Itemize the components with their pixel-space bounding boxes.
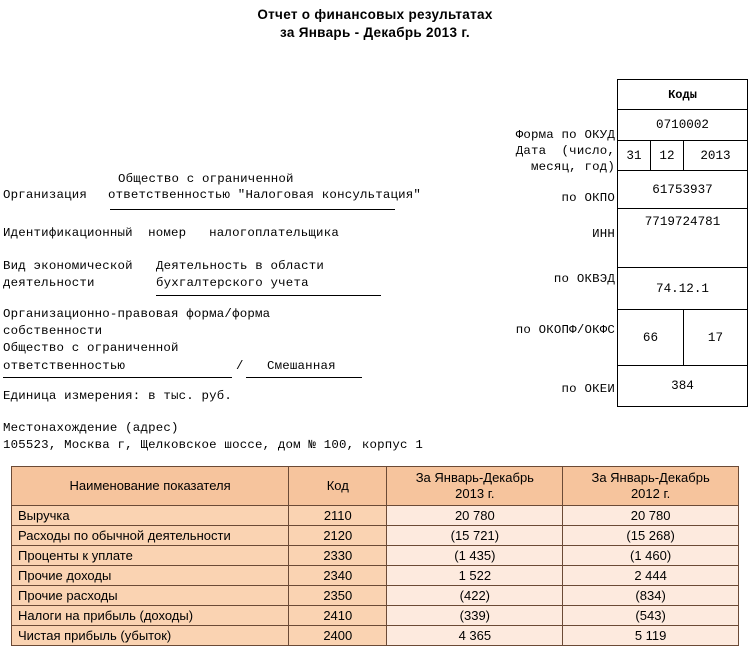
okei-label: по ОКЕИ [561, 382, 615, 396]
codes-row-inn [618, 209, 748, 268]
row-value-2012: (1 460) [563, 546, 739, 566]
okei-value: 384 [618, 366, 748, 407]
table-header-row [12, 467, 739, 506]
activity-underline [156, 295, 381, 296]
column-header-2012-line1: За Январь-Декабрь [591, 470, 710, 485]
row-value-2013: 4 365 [387, 626, 563, 646]
document-title-line2: за Январь - Декабрь 2013 г. [280, 25, 470, 40]
codes-row-okei [618, 366, 748, 407]
row-code: 2350 [289, 586, 387, 606]
row-code: 2330 [289, 546, 387, 566]
table-row [12, 586, 739, 606]
codes-table-header: Коды [618, 80, 748, 110]
document-title-line1: Отчет о финансовых результатах [257, 7, 493, 22]
codes-row-okud [618, 110, 748, 141]
column-header-code-label: Код [326, 478, 349, 493]
legal-form-label-line2: собственности [3, 324, 103, 338]
codes-row-okopf [618, 310, 748, 366]
activity-label-line1: Вид экономической [3, 259, 133, 273]
date-day: 31 [618, 141, 651, 171]
column-header-indicator [12, 467, 289, 506]
row-value-2013: (422) [387, 586, 563, 606]
column-header-2013-line2: 2013 г. [455, 486, 495, 501]
location-value: 105523, Москва г, Щелковское шоссе, дом № 100, корпус 1 [3, 438, 423, 452]
column-header-2013 [387, 467, 563, 506]
codes-row-okpo [618, 171, 748, 209]
okved-value: 74.12.1 [618, 268, 748, 310]
row-indicator-name: Проценты к уплате [12, 546, 289, 566]
activity-label-line2: деятельности [3, 276, 95, 290]
okud-label: Форма по ОКУД [515, 128, 615, 142]
row-value-2012: 20 780 [563, 506, 739, 526]
table-row [12, 606, 739, 626]
row-indicator-name: Прочие доходы [12, 566, 289, 586]
date-year: 2013 [683, 141, 747, 171]
row-indicator-name: Выручка [12, 506, 289, 526]
okpo-value: 61753937 [618, 171, 748, 209]
table-row [12, 526, 739, 546]
row-value-2013: (1 435) [387, 546, 563, 566]
row-indicator-name: Чистая прибыль (убыток) [12, 626, 289, 646]
unit-of-measure: Единица измерения: в тыс. руб. [3, 389, 233, 403]
row-value-2012: 5 119 [563, 626, 739, 646]
table-body [12, 506, 739, 646]
financial-results-table [11, 466, 739, 646]
row-value-2012: 2 444 [563, 566, 739, 586]
table-row [12, 566, 739, 586]
okved-label: по ОКВЭД [553, 272, 615, 286]
okopf-value: 66 [618, 310, 684, 366]
table-row [12, 546, 739, 566]
row-code: 2410 [289, 606, 387, 626]
legal-form-underline [3, 377, 232, 378]
inn-value: 7719724781 [618, 209, 748, 268]
okopf-okfs-label: по ОКОПФ/ОКФС [515, 323, 615, 337]
inn-code-label: ИНН [592, 227, 615, 241]
legal-form-value-line2: ответственностью [3, 359, 126, 373]
organization-value-line2: ответственностью "Налоговая консультация" [108, 188, 422, 202]
table-row [12, 626, 739, 646]
table-row [12, 506, 739, 526]
okud-value: 0710002 [618, 110, 748, 141]
okpo-label: по ОКПО [561, 191, 615, 205]
row-value-2013: (339) [387, 606, 563, 626]
legal-form-separator: / [236, 359, 244, 373]
legal-form-label-line1: Организационно-правовая форма/форма [3, 307, 271, 321]
row-value-2013: (15 721) [387, 526, 563, 546]
row-indicator-name: Прочие расходы [12, 586, 289, 606]
organization-underline [110, 209, 395, 210]
row-value-2013: 20 780 [387, 506, 563, 526]
okfs-value: 17 [683, 310, 747, 366]
column-header-code [289, 467, 387, 506]
row-code: 2400 [289, 626, 387, 646]
codes-row-date [618, 141, 748, 171]
inn-label: Идентификационный номер налогоплательщика [3, 226, 339, 240]
document-title [0, 6, 750, 42]
date-label: Дата (число, месяц, год) [515, 144, 615, 174]
row-indicator-name: Налоги на прибыль (доходы) [12, 606, 289, 626]
row-code: 2340 [289, 566, 387, 586]
activity-value-line2: бухгалтерского учета [156, 276, 309, 290]
ownership-underline [246, 377, 362, 378]
column-header-indicator-label: Наименование показателя [69, 478, 231, 493]
codes-row-okved [618, 268, 748, 310]
column-header-2012-line2: 2012 г. [630, 486, 671, 501]
row-value-2012: (15 268) [563, 526, 739, 546]
row-code: 2110 [289, 506, 387, 526]
location-label: Местонахождение (адрес) [3, 421, 179, 435]
row-value-2012: (834) [563, 586, 739, 606]
row-value-2013: 1 522 [387, 566, 563, 586]
ownership-value: Смешанная [267, 359, 336, 373]
organization-value-line1: Общество с ограниченной [118, 172, 294, 186]
date-month: 12 [650, 141, 683, 171]
column-header-2013-line1: За Январь-Декабрь [415, 470, 534, 485]
organization-label: Организация [3, 188, 87, 202]
row-code: 2120 [289, 526, 387, 546]
row-indicator-name: Расходы по обычной деятельности [12, 526, 289, 546]
activity-value-line1: Деятельность в области [156, 259, 324, 273]
column-header-2012 [563, 467, 739, 506]
codes-table [617, 79, 748, 407]
row-value-2012: (543) [563, 606, 739, 626]
legal-form-value-line1: Общество с ограниченной [3, 341, 179, 355]
codes-row-header [618, 80, 748, 110]
